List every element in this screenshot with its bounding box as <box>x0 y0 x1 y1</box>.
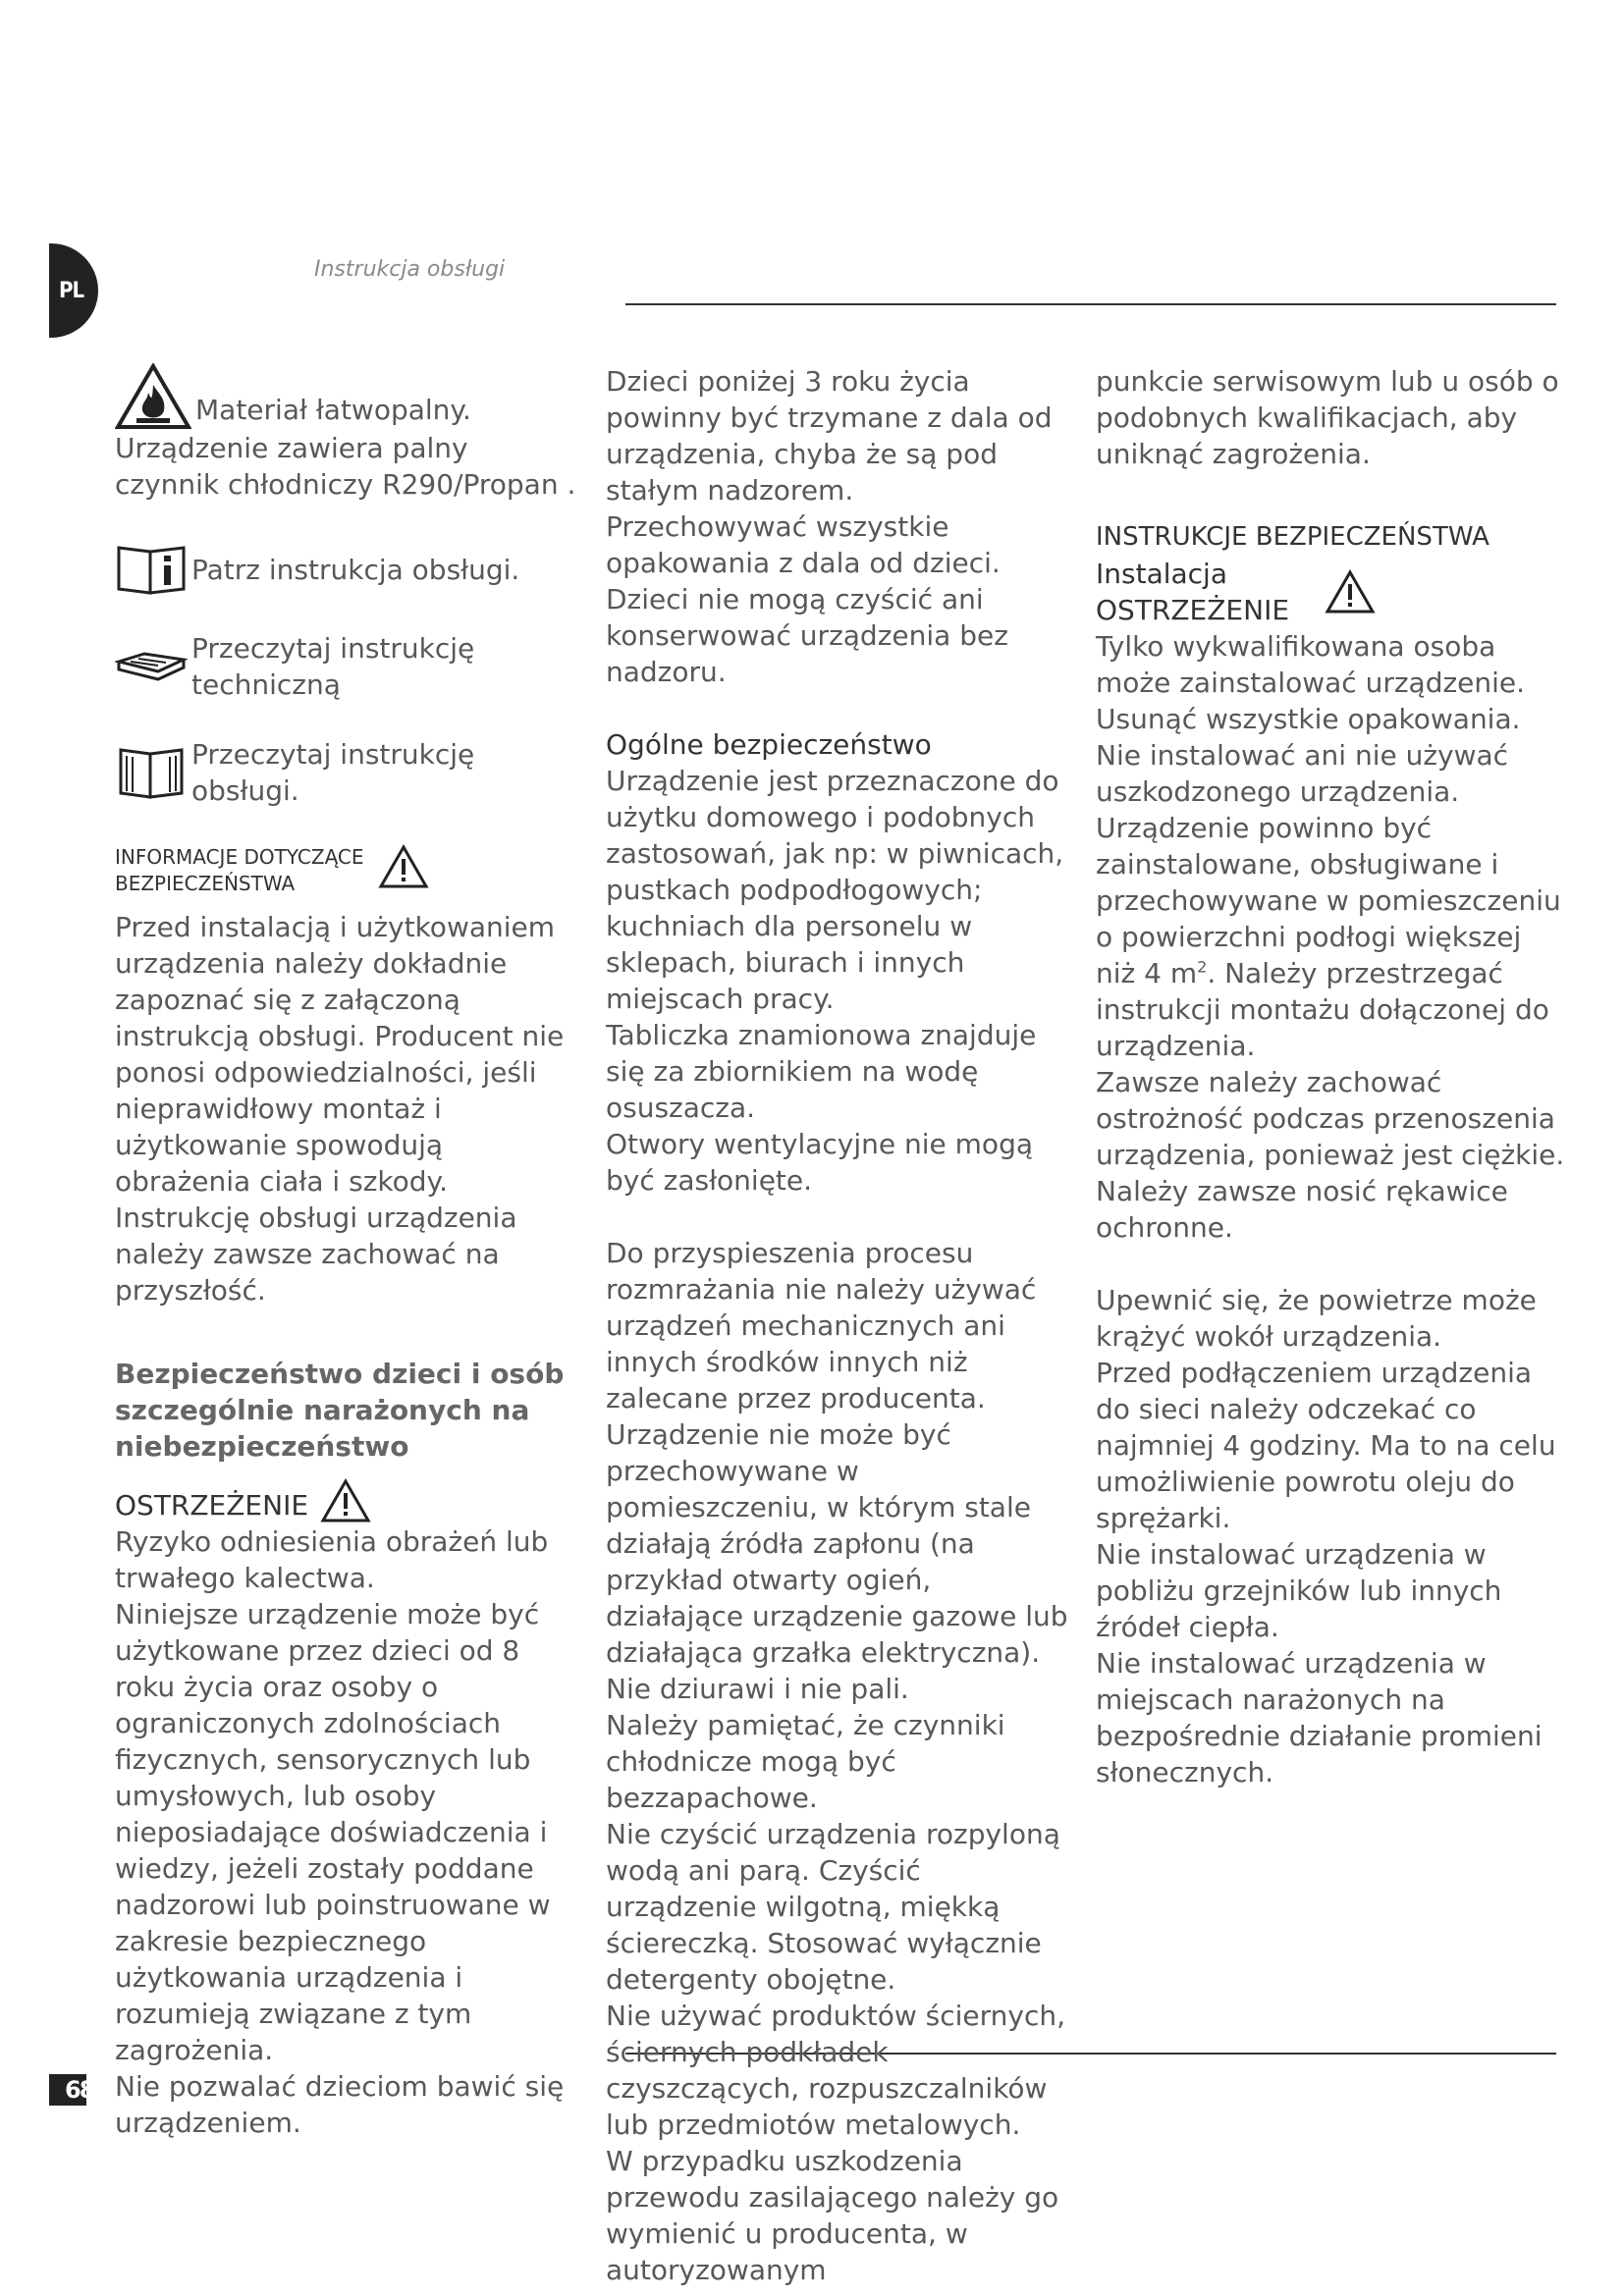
warning-label: OSTRZEŻENIE <box>115 1489 309 1522</box>
read-technical-row <box>115 630 576 703</box>
defrost-text: Do przyspieszenia procesu rozmrażania nie należy używać urządzeń mechanicznych ani innych środków innych niż zalecane przez producenta. <box>606 1237 1037 1415</box>
book-icon <box>115 742 188 803</box>
flammable-row <box>115 363 576 430</box>
flammable-warning-icon <box>115 363 191 430</box>
cable-continued-text: punkcie serwisowym lub u osób o podobnych kwalifikacjach, aby uniknąć zagrożenia. <box>1096 365 1559 470</box>
warning-row <box>115 1478 576 1523</box>
column-2 <box>606 363 1077 2288</box>
packaging-text: Przechowywać wszystkie opakowania z dala od dzieci. <box>606 510 1001 579</box>
warning-triangle-icon <box>1325 569 1376 614</box>
sunlight-text: Nie instalować urządzenia w miejscach narażonych na bezpośrednie działanie promieni słonecznych. <box>1096 1647 1543 1789</box>
children-safety-heading: Bezpieczeństwo dzieci i osób szczególnie narażonych na niebezpieczeństwo <box>115 1358 565 1463</box>
flammable-text: Urządzenie zawiera palny czynnik chłodniczy R290/Propan . <box>115 432 576 501</box>
room-text: Urządzenie powinno być zainstalowane, obsługiwane i przechowywane w pomieszczeniu o powierzchni podłogi większej niż 4 $m^2$. Należy przestrzegać instrukcji montażu dołączonej do urządzenia. <box>1096 812 1561 1062</box>
wait-text: Przed podłączeniem urządzenia do sieci należy odczekać co najmniej 4 godziny. Ma to na celu umożliwienie powrotu oleju do sprężarki. <box>1096 1357 1556 1534</box>
open-book-icon <box>115 650 188 683</box>
read-manual-row <box>115 736 576 809</box>
heavy-text: Zawsze należy zachować ostrożność podczas przenoszenia urządzenia, ponieważ jest ciężkie. Należy zawsze nosić rękawice ochronne. <box>1096 1066 1565 1244</box>
qualified-text: Tylko wykwalifikowana osoba może zainstalować urządzenie. <box>1096 630 1526 699</box>
safety-info-heading <box>115 844 576 897</box>
safety-info-heading-line2: BEZPIECZEŃSTWA <box>115 872 296 895</box>
no-clean-text: Dzieci nie mogą czyścić ani konserwować urządzenia bez nadzoru. <box>606 583 1008 688</box>
warning-text: Ryzyko odniesienia obrażeń lub trwałego kalectwa. <box>115 1525 549 1594</box>
warning-triangle-icon <box>378 844 429 889</box>
header-title: Instrukcja obsługi <box>314 257 506 282</box>
nameplate-text: Tabliczka znamionowa znajduje się za zbiornikiem na wodę osuszacza. <box>606 1019 1037 1124</box>
column-1 <box>115 363 576 2141</box>
vents-text: Otwory wentylacyjne nie mogą być zasłonięte. <box>606 1128 1033 1197</box>
page-number-label: 68 <box>65 2076 94 2104</box>
cable-text: W przypadku uszkodzenia przewodu zasilającego należy go wymienić u producenta, w autoryzowanym <box>606 2145 1059 2286</box>
airflow-text: Upewnić się, że powietrze może krążyć wokół urządzenia. <box>1096 1284 1537 1353</box>
odorless-text: Należy pamiętać, że czynniki chłodnicze mogą być bezzapachowe. <box>606 1709 1005 1814</box>
intro-text: Przed instalacją i użytkowaniem urządzenia należy dokładnie zapoznać się z załączoną instrukcją obsługi. Producent nie ponosi odpowiedzialności, jeśli nieprawidłowy montaż i użytkowanie spowodują obrażenia ciała i szkody. Instrukcję obsługi urządzenia należy zawsze zachować na przyszłość. <box>115 911 565 1307</box>
language-tab <box>49 243 98 338</box>
heaters-text: Nie instalować urządzenia w pobliżu grzejników lub innych źródeł ciepła. <box>1096 1538 1502 1643</box>
see-manual-row <box>115 542 576 597</box>
see-manual-text: Patrz instrukcja obsługi. <box>191 553 520 586</box>
flammable-title: Materiał łatwopalny. <box>195 394 471 426</box>
children-text: Niniejsze urządzenie może być użytkowane przez dzieci od 8 roku życia oraz osoby o ograniczonych zdolnościach fizycznych, sensorycznych lub umysłowych, lub osoby nieposiadające doświadczenia i wiedzy, jeżeli zostały poddane nadzorowi lub poinstruowane w zakresie bezpiecznego użytkowania urządzenia i rozumieją związane z tym zagrożenia. <box>115 1598 551 2066</box>
read-manual-text: Przeczytaj instrukcję obsługi. <box>191 738 475 807</box>
language-label: PL <box>59 279 84 303</box>
remove-packaging-text: Usunąć wszystkie opakowania. <box>1096 703 1521 735</box>
warning-triangle-icon <box>320 1478 371 1523</box>
abrasives-text: Nie używać produktów ściernych, ściernych podkładek czyszczących, rozpuszczalników lub przedmiotów metalowych. <box>606 2000 1066 2141</box>
ignition-text: Urządzenie nie może być przechowywane w pomieszczeniu, w którym stale działają źródła zapłonu (na przykład otwarty ogień, działające urządzenie gazowe lub działająca grzałka elektryczna). Nie dziurawi i nie pali. <box>606 1418 1068 1705</box>
under3-text: Dzieci poniżej 3 roku życia powinny być trzymane z dala od urządzenia, chyba że są pod stałym nadzorem. <box>606 365 1053 507</box>
safety-info-heading-line1: INFORMACJE DOTYCZĄCE <box>115 845 364 869</box>
top-rule <box>625 303 1556 305</box>
warning-label: OSTRZEŻENIE <box>1096 594 1290 626</box>
safety-instructions-heading: INSTRUKCJE BEZPIECZEŃSTWA <box>1096 522 1489 552</box>
read-technical-text: Przeczytaj instrukcję techniczną <box>191 632 475 701</box>
manual-info-icon <box>115 542 188 597</box>
damaged-text: Nie instalować ani nie używać uszkodzonego urządzenia. <box>1096 739 1509 808</box>
installation-label: Instalacja <box>1096 558 1227 590</box>
spray-text: Nie czyścić urządzenia rozpyloną wodą ani parą. Czyścić urządzenie wilgotną, miękką ściereczką. Stosować wyłącznie detergenty obojętne. <box>606 1818 1060 1996</box>
general-text: Urządzenie jest przeznaczone do użytku domowego i podobnych zastosowań, jak np: w piwnicach, pustkach podpodłogowych; kuchniach dla personelu w sklepach, biurach i innych miejscach pracy. <box>606 765 1064 1015</box>
installation-heading <box>1096 556 1567 628</box>
general-safety-heading: Ogólne bezpieczeństwo <box>606 728 932 761</box>
column-3 <box>1096 363 1567 1790</box>
no-play-text: Nie pozwalać dzieciom bawić się urządzeniem. <box>115 2070 565 2139</box>
page-number <box>49 2074 94 2106</box>
